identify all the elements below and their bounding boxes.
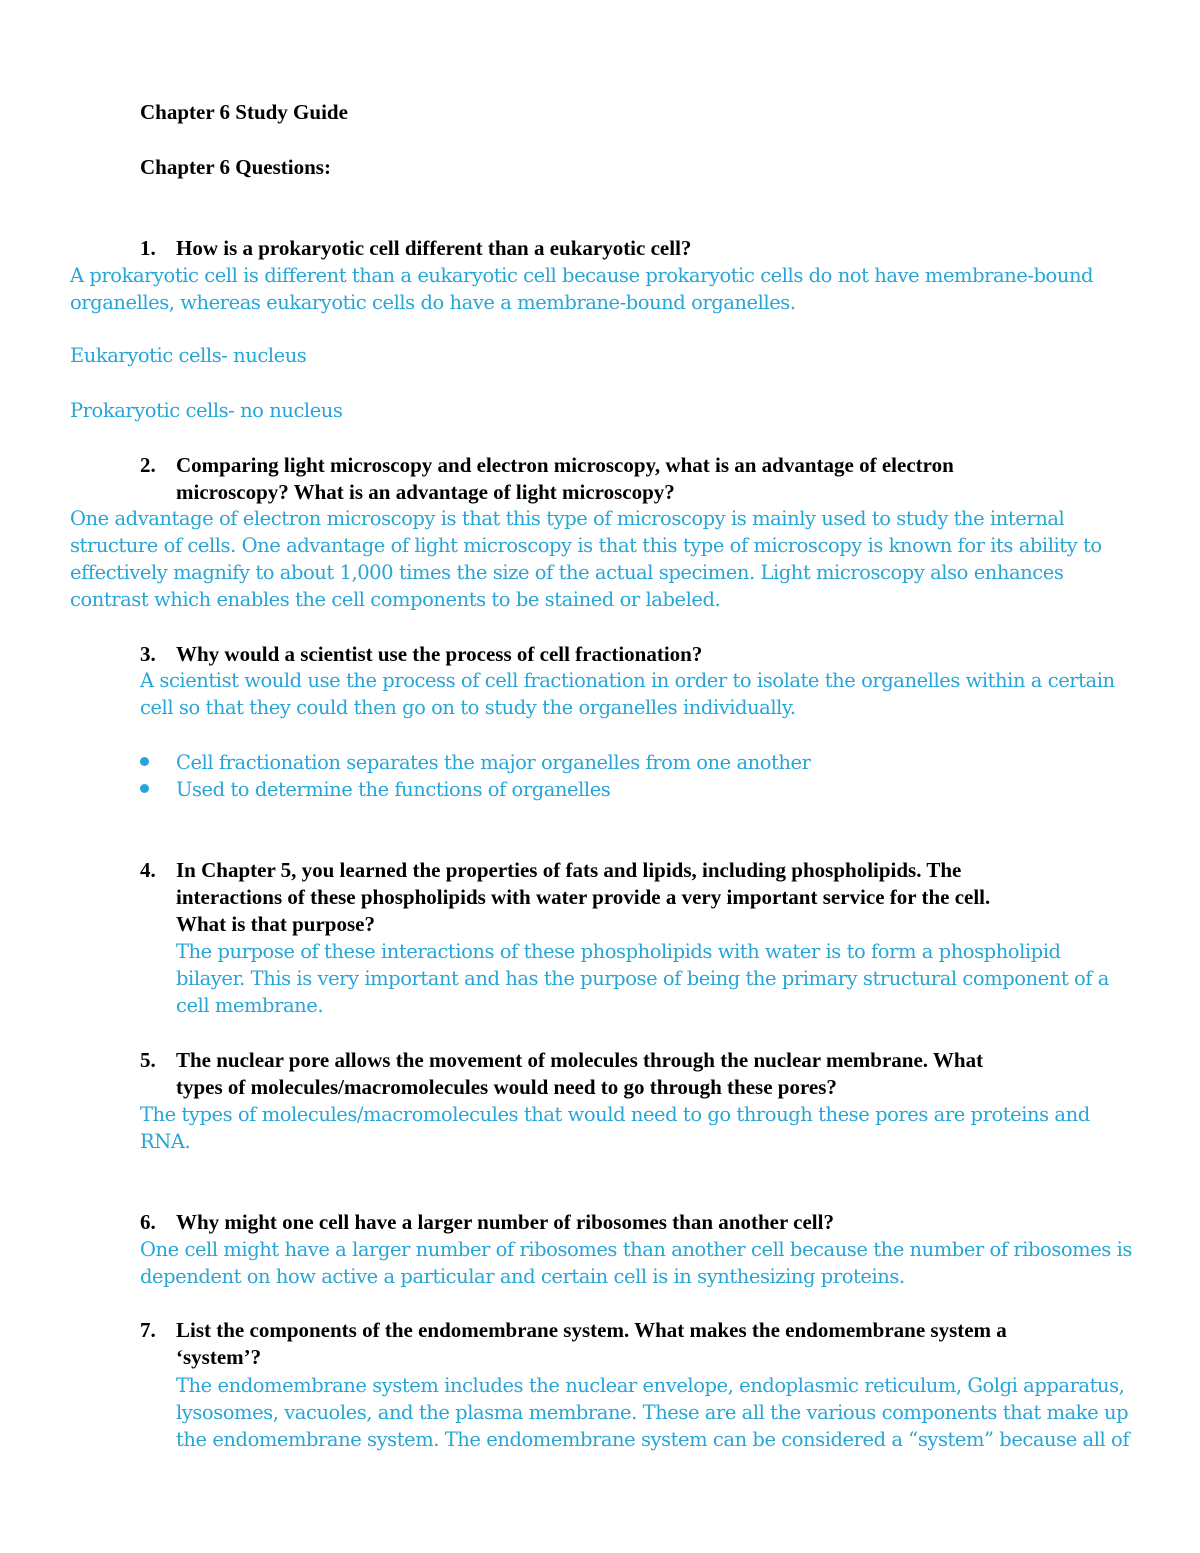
answer-line: RNA.	[140, 1130, 191, 1153]
question-text: List the components of the endomembrane system. What makes the endomembrane system a ‘system’?	[176, 1318, 1007, 1369]
question-text: Why would a scientist use the process of cell fractionation?	[176, 642, 703, 666]
bullet-dot-icon	[140, 784, 149, 793]
answer-text	[140, 1101, 1090, 1155]
question-text: Comparing light microscopy and electron microscopy, what is an advantage of electron microscopy? What is an advantage of light microscopy?	[176, 453, 954, 504]
answer-text	[70, 505, 1102, 613]
answer-text	[70, 262, 1093, 316]
answer-line: One cell might have a larger number of ribosomes than another cell because the number of ribosomes is	[140, 1238, 1132, 1261]
question-text: In Chapter 5, you learned the properties of fats and lipids, including phospholipids. The interactions of these phospholipids with water provide a very important service for the cell. What is that purpose?	[176, 858, 991, 936]
answer-text	[176, 1372, 1129, 1453]
question-number: 2.	[140, 453, 156, 477]
question-number: 3.	[140, 642, 156, 666]
question-text: Why might one cell have a larger number of ribosomes than another cell?	[176, 1210, 834, 1234]
answer-note: Eukaryotic cells- nucleus	[70, 344, 307, 367]
answer-line: cell membrane.	[176, 994, 324, 1017]
answer-text	[140, 667, 1115, 721]
bullet-item: Used to determine the functions of organelles	[176, 778, 611, 801]
question-text: How is a prokaryotic cell different than a eukaryotic cell?	[176, 236, 692, 260]
answer-note: Prokaryotic cells- no nucleus	[70, 399, 343, 422]
answer-line: dependent on how active a particular and certain cell is in synthesizing proteins.	[140, 1265, 905, 1288]
answer-line: structure of cells. One advantage of light microscopy is that this type of microscopy is known for its ability to	[70, 534, 1102, 557]
bullet-dot-icon	[140, 757, 149, 766]
answer-text	[140, 1236, 1132, 1290]
answer-line: cell so that they could then go on to study the organelles individually.	[140, 696, 796, 719]
answer-line: lysosomes, vacuoles, and the plasma membrane. These are all the various components that make up	[176, 1401, 1129, 1424]
section-heading: Chapter 6 Questions:	[140, 155, 331, 179]
question-number: 7.	[140, 1318, 156, 1342]
answer-line: organelles, whereas eukaryotic cells do have a membrane-bound organelles.	[70, 291, 796, 314]
answer-line: One advantage of electron microscopy is that this type of microscopy is mainly used to study the internal	[70, 507, 1065, 530]
answer-text	[176, 938, 1109, 1019]
answer-line: contrast which enables the cell components to be stained or labeled.	[70, 588, 721, 611]
bullet-item: Cell fractionation separates the major organelles from one another	[176, 751, 811, 774]
answer-line: The endomembrane system includes the nuclear envelope, endoplasmic reticulum, Golgi apparatus,	[176, 1374, 1125, 1397]
answer-line: the endomembrane system. The endomembrane system can be considered a “system” because all of	[176, 1428, 1130, 1451]
answer-line: bilayer. This is very important and has the purpose of being the primary structural component of a	[176, 967, 1109, 990]
question-number: 5.	[140, 1048, 156, 1072]
answer-line: A prokaryotic cell is different than a eukaryotic cell because prokaryotic cells do not have membrane-bound	[70, 264, 1094, 287]
answer-line: The types of molecules/macromolecules that would need to go through these pores are proteins and	[140, 1103, 1090, 1126]
question-text: The nuclear pore allows the movement of molecules through the nuclear membrane. What types of molecules/macromolecules would need to go through these pores?	[176, 1048, 984, 1099]
question-number: 6.	[140, 1210, 156, 1234]
question-number: 4.	[140, 858, 156, 882]
answer-line: A scientist would use the process of cell fractionation in order to isolate the organelles within a certain	[140, 669, 1115, 692]
question-number: 1.	[140, 236, 156, 260]
page-title: Chapter 6 Study Guide	[140, 100, 348, 124]
answer-line: effectively magnify to about 1,000 times the size of the actual specimen. Light microscopy also enhances	[70, 561, 1064, 584]
answer-line: The purpose of these interactions of these phospholipids with water is to form a phospholipid	[176, 940, 1061, 963]
